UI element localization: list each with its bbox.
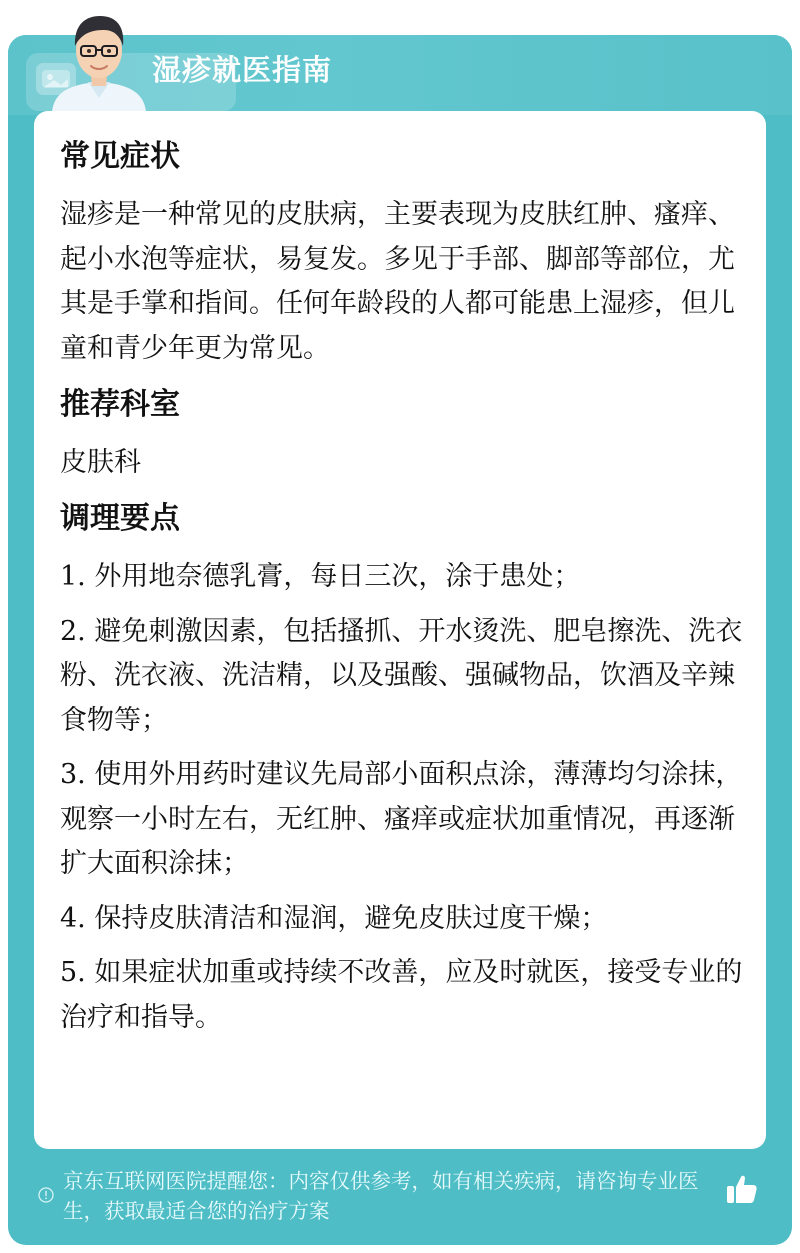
care-item bbox=[60, 753, 750, 887]
care-item-number: 2. bbox=[60, 615, 86, 647]
info-icon bbox=[38, 1187, 54, 1203]
department-text: 皮肤科 bbox=[60, 447, 141, 478]
footer bbox=[8, 1163, 792, 1245]
care-item bbox=[60, 555, 750, 600]
care-item-number: 1. bbox=[60, 561, 86, 592]
care-item-number: 4. bbox=[60, 902, 86, 934]
care-item-text: 使用外用药时建议先局部小面积点涂，薄薄均匀涂抹，观察一小时左右，无红肿、瘙痒或症状加重情况，再逐渐扩大面积涂抹； bbox=[60, 759, 743, 879]
symptoms-text: 湿疹是一种常见的皮肤病，主要表现为皮肤红肿、瘙痒、起小水泡等症状，易复发。多见于手部、脚部等部位，尤其是手掌和指间。任何年龄段的人都可能患上湿疹，但儿童和青少年更为常见。 bbox=[60, 199, 735, 364]
department-title: 推荐科室 bbox=[60, 387, 180, 422]
page-title: 湿疹就医指南 bbox=[152, 53, 333, 87]
doctor-avatar bbox=[44, 6, 154, 112]
care-title: 调理要点 bbox=[60, 501, 180, 536]
care-item-text: 外用地奈德乳膏，每日三次，涂于患处； bbox=[85, 561, 581, 592]
care-item-text: 如果症状加重或持续不改善，应及时就医，接受专业的治疗和指导。 bbox=[60, 957, 743, 1033]
footer-disclaimer: 京东互联网医院提醒您：内容仅供参考，如有相关疾病，请咨询专业医生，获取最适合您的治疗方案 bbox=[63, 1169, 699, 1223]
content-card bbox=[34, 111, 766, 1149]
care-item bbox=[60, 897, 750, 942]
care-item bbox=[60, 951, 750, 1040]
care-item-number: 5. bbox=[60, 957, 86, 988]
symptoms-title: 常见症状 bbox=[60, 139, 180, 174]
care-item-number: 3. bbox=[60, 759, 86, 790]
thumbs-up-icon[interactable] bbox=[726, 1174, 758, 1204]
care-item bbox=[60, 610, 750, 744]
care-item-text: 避免刺激因素，包括搔抓、开水烫洗、肥皂擦洗、洗衣粉、洗衣液、洗洁精，以及强酸、强碱物品，饮酒及辛辣食物等； bbox=[60, 615, 743, 736]
card-content bbox=[60, 137, 750, 1050]
care-item-text: 保持皮肤清洁和湿润，避免皮肤过度干燥； bbox=[85, 902, 608, 934]
